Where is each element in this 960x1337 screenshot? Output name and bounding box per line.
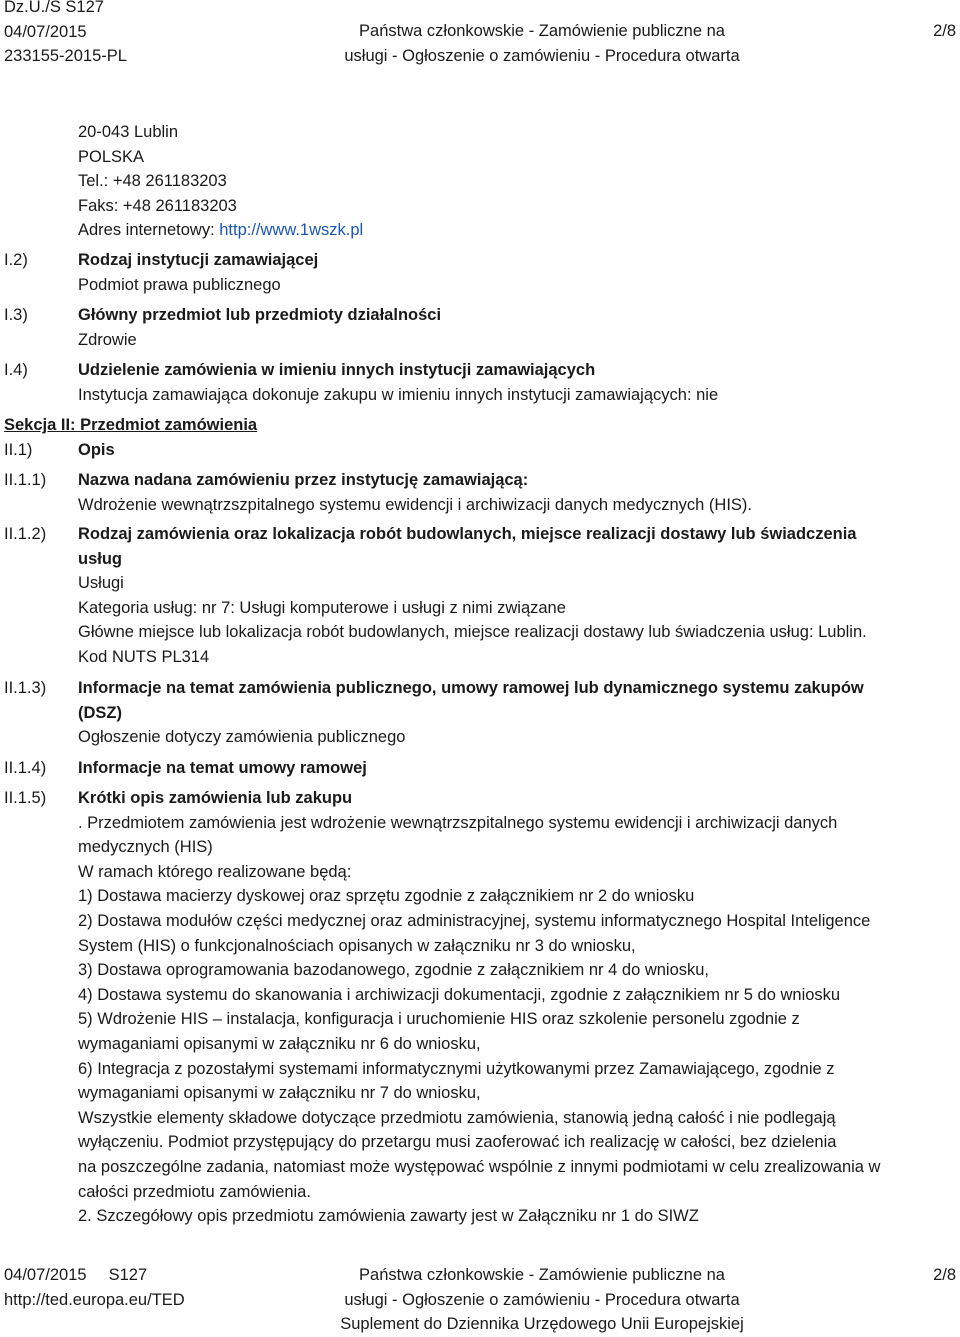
section-ii13 bbox=[78, 676, 948, 750]
section-i4-value: Instytucja zamawiająca dokonuje zakupu w imieniu innych instytucji zamawiających: nie bbox=[78, 385, 719, 404]
header-notice-id: 233155-2015-PL bbox=[4, 47, 127, 65]
description-line: medycznych (HIS) bbox=[78, 838, 213, 857]
footer-date-row bbox=[4, 1263, 185, 1288]
section-number-ii11: II.1.1) bbox=[4, 471, 47, 489]
description-line: Wszystkie elementy składowe dotyczące przedmiotu zamówienia, stanowią jedną całość i nie podlegają bbox=[78, 1108, 836, 1127]
section-ii12-title-line2: usług bbox=[78, 549, 122, 568]
section-number-ii13: II.1.3) bbox=[4, 679, 47, 697]
header-date: 04/07/2015 bbox=[4, 22, 87, 41]
description-line: 2. Szczegółowy opis przedmiotu zamówienia zawarty jest w Załączniku nr 1 do SIWZ bbox=[78, 1207, 699, 1226]
header-journal-ref: Dz.U./S S127 bbox=[4, 0, 104, 16]
address-web-label: Adres internetowy: bbox=[78, 221, 220, 240]
section-i2-value: Podmiot prawa publicznego bbox=[78, 275, 281, 294]
description-line: System (HIS) o funkcjonalnościach opisanych w załączniku nr 3 do wniosku, bbox=[78, 936, 636, 955]
section-ii14 bbox=[78, 756, 948, 781]
description-line: całości przedmiotu zamówienia. bbox=[78, 1182, 311, 1201]
footer-left bbox=[4, 1263, 185, 1312]
address-web-link[interactable]: http://www.1wszk.pl bbox=[219, 221, 364, 240]
section-ii11-value: Wdrożenie wewnątrzszpitalnego systemu ewidencji i archiwizacji danych medycznych (HIS). bbox=[78, 495, 753, 514]
footer-center-line3: Suplement do Dziennika Urzędowego Unii Europejskiej bbox=[340, 1315, 744, 1333]
section-number-i2: I.2) bbox=[4, 251, 28, 269]
footer-center-line1: Państwa członkowskie - Zamówienie publiczne na bbox=[359, 1266, 725, 1284]
section-heading-ii: Sekcja II: Przedmiot zamówienia bbox=[4, 416, 258, 434]
header-page-number: 2/8 bbox=[933, 22, 956, 40]
address-tel: Tel.: +48 261183203 bbox=[78, 172, 227, 191]
description-line: wyłączeniu. Podmiot przystępujący do przetargu musi zaoferować ich realizację w całości, bez dzielenia bbox=[78, 1133, 837, 1152]
address-city: 20-043 Lublin bbox=[78, 123, 178, 141]
header-center-line2: usługi - Ogłoszenie o zamówieniu - Procedura otwarta bbox=[344, 46, 740, 65]
section-i3-value: Zdrowie bbox=[78, 330, 137, 349]
address-web bbox=[78, 218, 948, 243]
section-ii11 bbox=[78, 468, 948, 517]
section-ii15 bbox=[78, 786, 948, 1229]
address-fax: Faks: +48 261183203 bbox=[78, 196, 237, 215]
description-line: wymaganiami opisanymi w załączniku nr 7 do wniosku, bbox=[78, 1084, 481, 1103]
section-i2-title: Rodzaj instytucji zamawiającej bbox=[78, 251, 319, 269]
description-line: 3) Dostawa oprogramowania bazodanowego, zgodnie z załącznikiem nr 4 do wniosku, bbox=[78, 961, 710, 980]
description-line: na poszczególne zadania, natomiast może występować wspólnie z innymi podmiotami w celu zrealizowania w bbox=[78, 1157, 881, 1176]
section-i3-title: Główny przedmiot lub przedmioty działalności bbox=[78, 306, 442, 324]
description-line: wymaganiami opisanymi w załączniku nr 6 do wniosku, bbox=[78, 1034, 481, 1053]
section-ii13-value: Ogłoszenie dotyczy zamówienia publicznego bbox=[78, 728, 406, 747]
footer-date: 04/07/2015 bbox=[4, 1266, 87, 1284]
section-number-ii15: II.1.5) bbox=[4, 789, 47, 807]
section-number-i4: I.4) bbox=[4, 361, 28, 379]
footer-page-number: 2/8 bbox=[933, 1266, 956, 1284]
section-ii12-type: Usługi bbox=[78, 574, 124, 593]
description-line: . Przedmiotem zamówienia jest wdrożenie wewnątrzszpitalnego systemu ewidencji i archiwizacji danych bbox=[78, 813, 838, 832]
section-ii13-title-line2: (DSZ) bbox=[78, 703, 122, 722]
footer-series: S127 bbox=[108, 1266, 148, 1284]
section-ii12-location: Główne miejsce lub lokalizacja robót budowlanych, miejsce realizacji dostawy lub świadczenia usług: Lublin. bbox=[78, 623, 867, 642]
header-left bbox=[4, 0, 127, 69]
description-line: 2) Dostawa modułów części medycznej oraz administracyjnej, systemu informatycznego Hospital Inteligence bbox=[78, 911, 871, 930]
section-ii12 bbox=[78, 522, 948, 670]
section-ii13-title-line1: Informacje na temat zamówienia publicznego, umowy ramowej lub dynamicznego systemu zakupów bbox=[78, 679, 864, 697]
section-ii12-category: Kategoria usług: nr 7: Usługi komputerowe i usługi z nimi związane bbox=[78, 598, 566, 617]
description-line: 6) Integracja z pozostałymi systemami informatycznymi użytkowanymi przez Zamawiającego, zgodnie z bbox=[78, 1059, 835, 1078]
section-i4-title: Udzielenie zamówienia w imieniu innych instytucji zamawiających bbox=[78, 361, 596, 379]
section-i2 bbox=[78, 248, 948, 297]
address-country: POLSKA bbox=[78, 147, 145, 166]
section-ii11-title: Nazwa nadana zamówieniu przez instytucję zamawiającą: bbox=[78, 471, 529, 489]
section-number-ii1: II.1) bbox=[4, 441, 33, 459]
description-line: 5) Wdrożenie HIS – instalacja, konfiguracja i uruchomienie HIS oraz szkolenie personelu zgodnie z bbox=[78, 1010, 800, 1029]
section-ii1-title: Opis bbox=[78, 441, 115, 459]
section-number-ii14: II.1.4) bbox=[4, 759, 47, 777]
section-ii14-title: Informacje na temat umowy ramowej bbox=[78, 759, 367, 777]
section-number-ii12: II.1.2) bbox=[4, 525, 47, 543]
section-i3 bbox=[78, 303, 948, 352]
description-line: 4) Dostawa systemu do skanowania i archiwizacji dokumentacji, zgodnie z załącznikiem nr 5 do wniosku bbox=[78, 985, 841, 1004]
header-center-line1: Państwa członkowskie - Zamówienie publiczne na bbox=[359, 22, 725, 40]
section-ii12-nuts: Kod NUTS PL314 bbox=[78, 647, 210, 666]
section-ii1 bbox=[78, 438, 948, 463]
description-line: 1) Dostawa macierzy dyskowej oraz sprzętu zgodnie z załącznikiem nr 2 do wniosku bbox=[78, 887, 695, 906]
header-center bbox=[332, 19, 752, 68]
footer-center bbox=[332, 1263, 752, 1337]
footer-url[interactable]: http://ted.europa.eu/TED bbox=[4, 1290, 185, 1309]
section-ii15-title: Krótki opis zamówienia lub zakupu bbox=[78, 789, 353, 807]
address-block bbox=[78, 120, 948, 243]
description-line: W ramach którego realizowane będą: bbox=[78, 862, 352, 881]
section-i4 bbox=[78, 358, 948, 407]
section-ii12-title-line1: Rodzaj zamówienia oraz lokalizacja robót budowlanych, miejsce realizacji dostawy lub świadczenia bbox=[78, 525, 857, 543]
section-number-i3: I.3) bbox=[4, 306, 28, 324]
footer-center-line2: usługi - Ogłoszenie o zamówieniu - Procedura otwarta bbox=[344, 1290, 740, 1309]
